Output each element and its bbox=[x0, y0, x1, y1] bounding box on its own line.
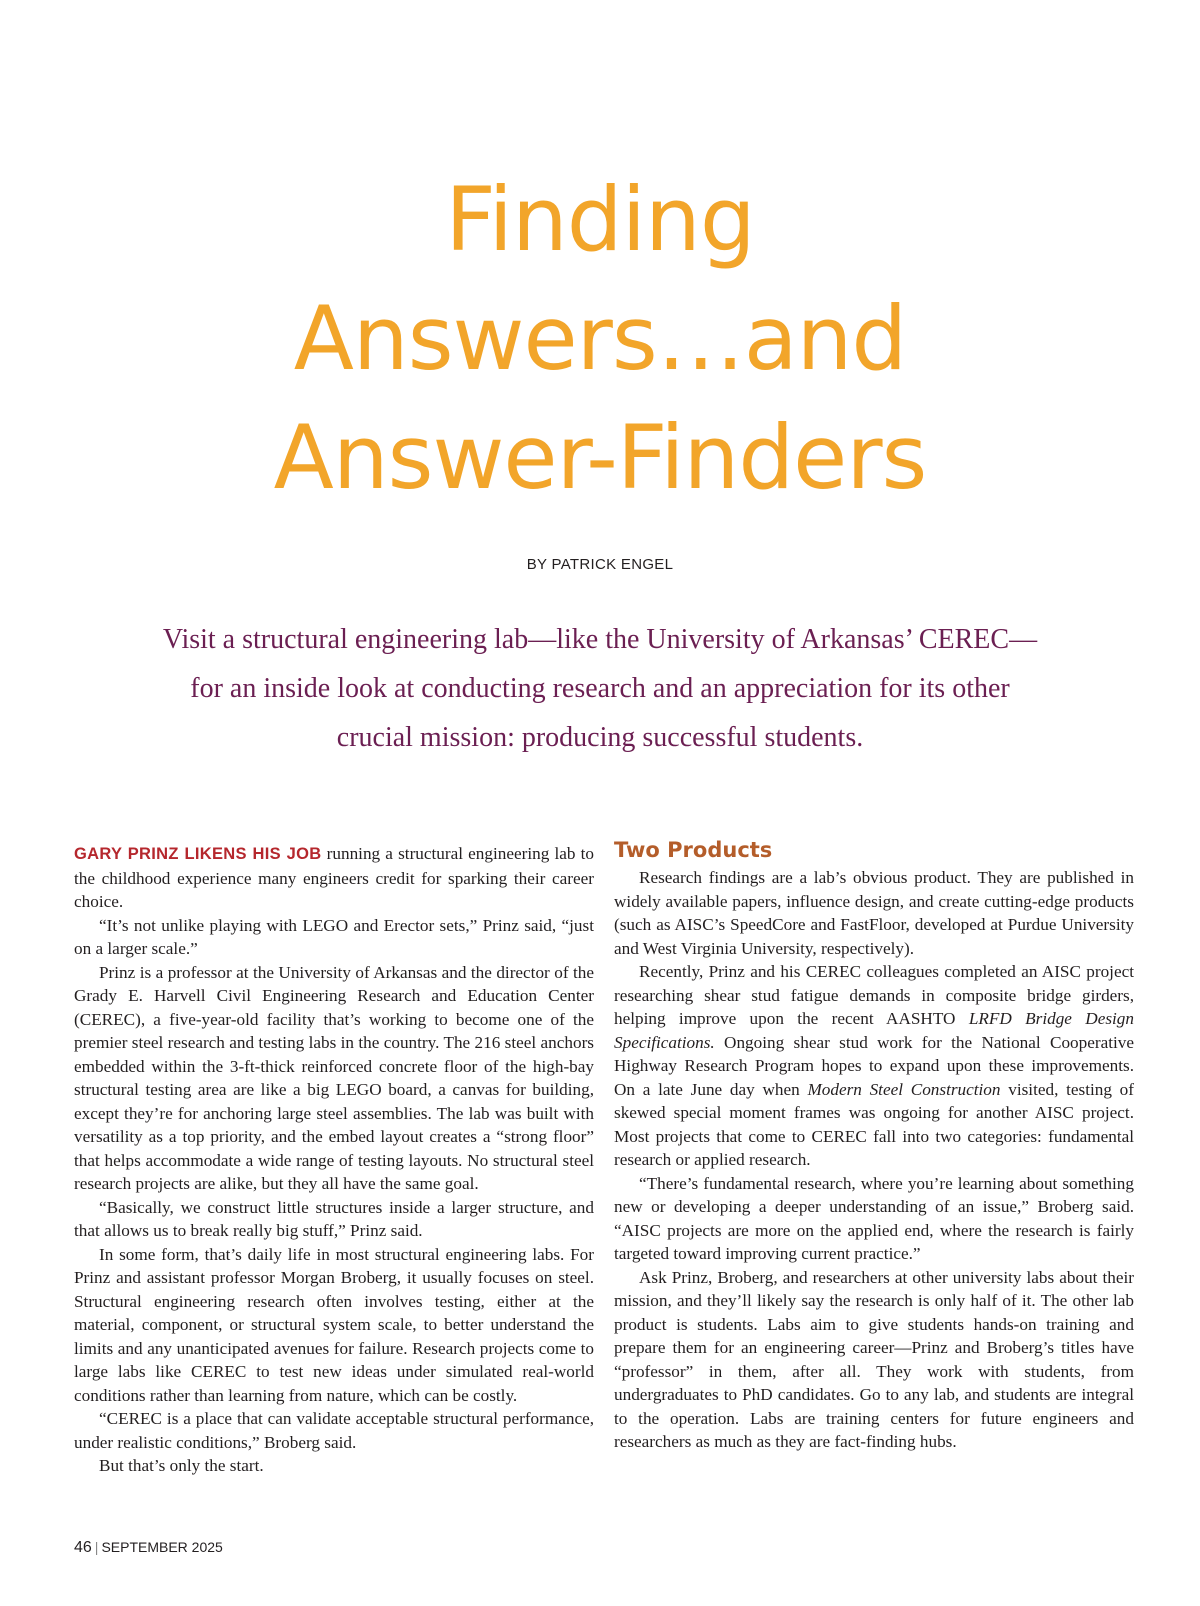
italic-title: LRFD Bridge Design Specifications. bbox=[614, 1009, 1134, 1052]
body-paragraph: Prinz is a professor at the University of Arkansas and the director of the Grady E. Harvell Civil Engineering Research and Education Center (CEREC), a five-year-old facility that’s working to become one of the premier steel research and testing labs in the country. The 216 steel anchors embedded within the 3-ft-thick reinforced concrete floor of the high-bay structural testing area are like a big LEGO board, a canvas for building, except they’re for anchoring large steel assemblies. The lab was built with versatility as a top priority, and the embed layout creates a “strong floor” that helps accommodate a wide range of testing layouts. No structural steel research projects are alike, but they all have the same goal. bbox=[74, 962, 594, 1193]
deck-line-1: Visit a structural engineering lab—like the University of Arkansas’ CEREC— bbox=[162, 624, 1038, 655]
deck-line-3: crucial mission: producing successful students. bbox=[336, 722, 864, 753]
byline: BY PATRICK ENGEL bbox=[526, 556, 674, 573]
page-footer bbox=[74, 1539, 223, 1557]
opening-text: running a structural engineering lab to the childhood experience many engineers credit for sparking their career choice. bbox=[74, 844, 594, 911]
left-column bbox=[74, 842, 594, 1478]
lead-in: GARY PRINZ LIKENS HIS JOB bbox=[74, 845, 322, 863]
body-paragraph bbox=[614, 960, 1134, 1172]
text-run: visited, testing of skewed special moment frames was ongoing for another AISC project. Most projects that come to CEREC fall into two categories: fundamental research or applied research. bbox=[614, 1079, 1134, 1169]
body-paragraph: Research findings are a lab’s obvious product. They are published in widely available papers, influence design, and create cutting-edge products (such as AISC’s SpeedCore and FastFloor, developed at Purdue University and West Virginia University, respectively). bbox=[614, 868, 1134, 958]
body-paragraph: Ask Prinz, Broberg, and researchers at other university labs about their mission, and they’ll likely say the research is only half of it. The other lab product is students. Labs aim to give students hands-on training and prepare them for an engineering career—Prinz and Broberg’s titles have “professor” in them, after all. They work with students, from undergraduates to PhD candidates. Go to any lab, and students are integral to the operation. Labs are training centers for future engineers and researchers as much as they are fact-finding hubs. bbox=[614, 1267, 1134, 1451]
page-number: 46 bbox=[74, 1539, 92, 1556]
body-paragraph: “CEREC is a place that can validate acceptable structural performance, under realistic conditions,” Broberg said. bbox=[74, 1409, 594, 1452]
title-line-1: Finding bbox=[445, 168, 755, 271]
article-title bbox=[0, 160, 1200, 517]
body-paragraph: “Basically, we construct little structures inside a larger structure, and that allows us to break really big stuff,” Prinz said. bbox=[74, 1197, 594, 1240]
text-run: Recently, Prinz and his CEREC colleagues completed an AISC project researching shear stud fatigue demands in composite bridge girders, helping improve upon the recent AASHTO bbox=[614, 962, 1134, 1028]
body-paragraph: But that’s only the start. bbox=[99, 1456, 264, 1475]
body-paragraph: “There’s fundamental research, where you’re learning about something new or developing a deeper understanding of an issue,” Broberg said. “AISC projects are more on the applied end, where the research is fairly targeted toward improving current practice.” bbox=[614, 1173, 1134, 1263]
text-run: Ongoing shear stud work for the National Cooperative Highway Research Program hopes to expand upon these improvements. On a late June day when bbox=[614, 1032, 1134, 1099]
issue-date: SEPTEMBER 2025 bbox=[101, 1539, 223, 1555]
opening-paragraph bbox=[74, 842, 594, 914]
title-line-2: Answers…and bbox=[293, 287, 907, 390]
italic-title: Modern Steel Construction bbox=[807, 1079, 1001, 1099]
section-subhead: Two Products bbox=[614, 838, 773, 862]
title-line-3: Answer-Finders bbox=[273, 406, 927, 509]
deck-line-2: for an inside look at conducting research and an appreciation for its other bbox=[190, 673, 1010, 704]
right-column bbox=[614, 836, 1134, 1454]
article-deck bbox=[120, 615, 1080, 762]
body-paragraph: In some form, that’s daily life in most structural engineering labs. For Prinz and assistant professor Morgan Broberg, it usually focuses on steel. Structural engineering research often involves testing, either at the material, component, or structural system scale, to better understand the limits and any unanticipated avenues for failure. Research projects come to large labs like CEREC to test new ideas under simulated real-world conditions rather than learning from nature, which can be costly. bbox=[74, 1244, 594, 1405]
footer-separator: | bbox=[94, 1539, 99, 1555]
body-paragraph: “It’s not unlike playing with LEGO and Erector sets,” Prinz said, “just on a larger scale.” bbox=[74, 915, 594, 958]
